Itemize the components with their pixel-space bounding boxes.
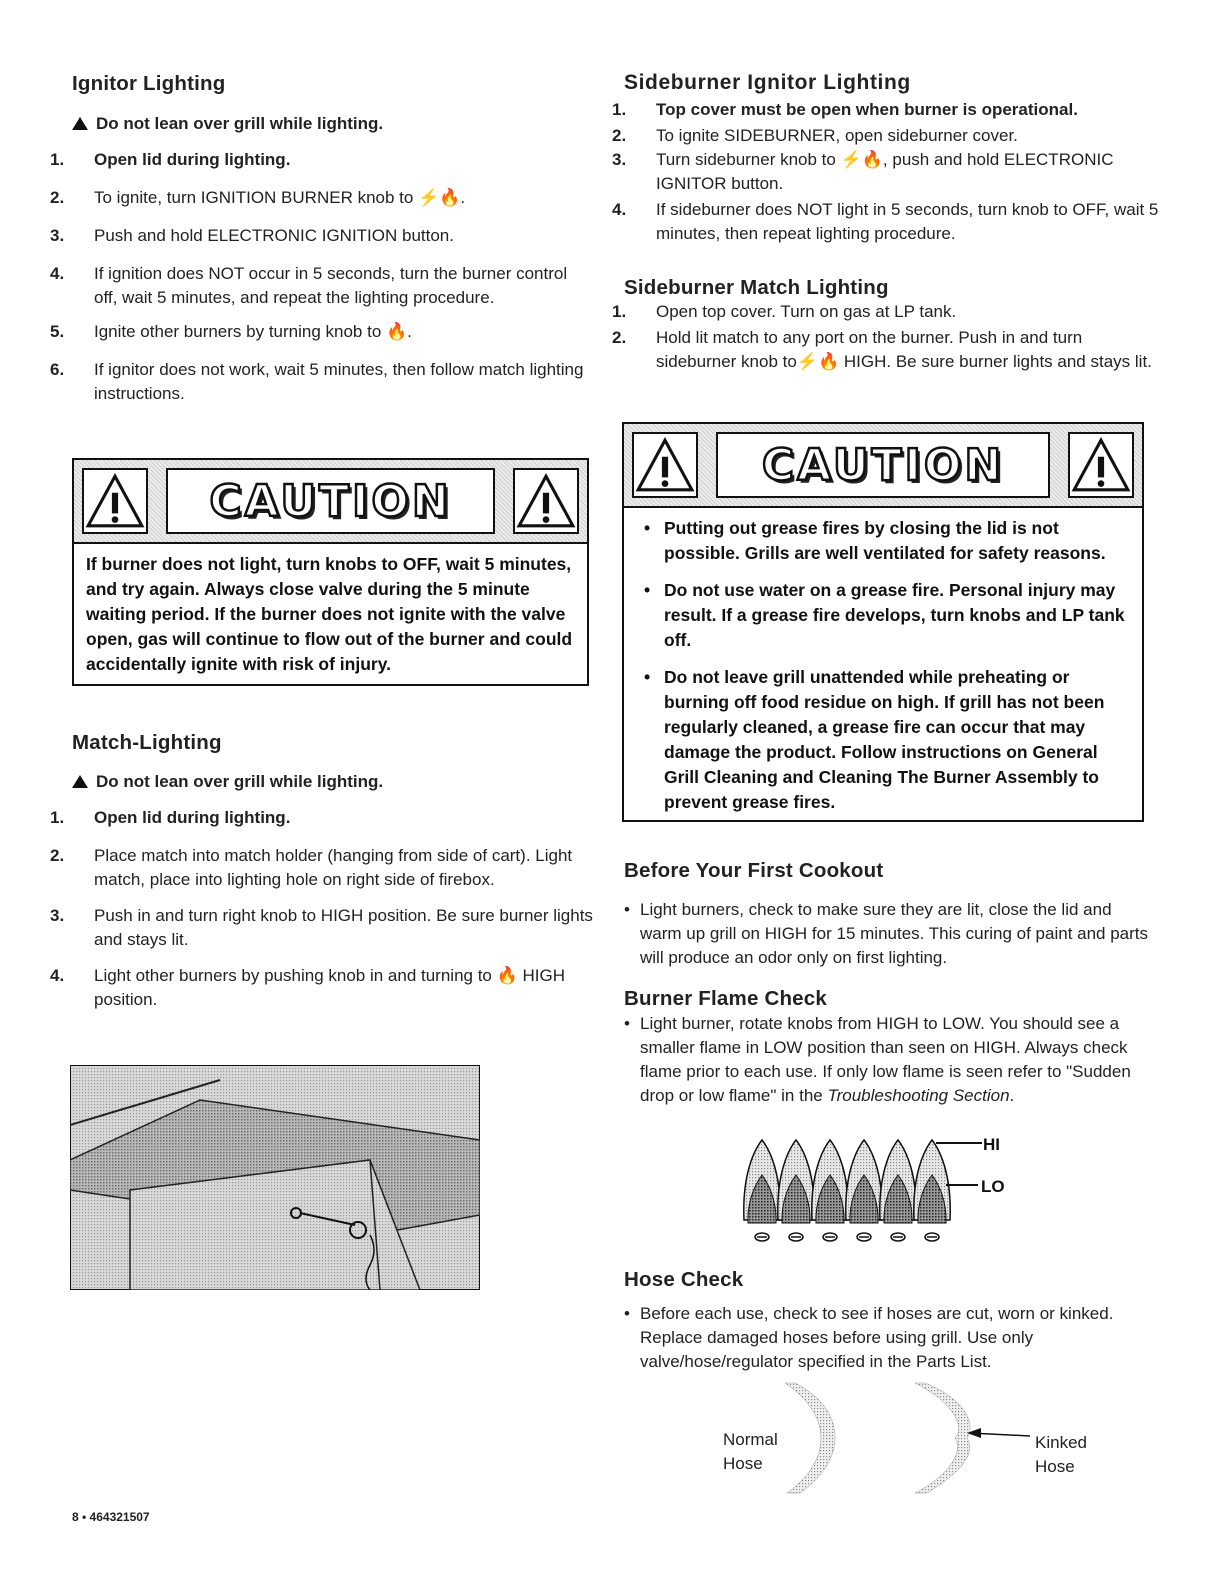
step-item xyxy=(612,326,1166,374)
troubleshooting-ref: Troubleshooting Section xyxy=(827,1086,1010,1105)
flame-check-text: • Light burner, rotate knobs from HIGH to LOW. You should see a smaller flame in LOW position than seen on HIGH. Always check flame prior to each use. If only low flame is seen refer to "Sudden drop or low flame" in the Troubleshooting Section. xyxy=(624,1014,1131,1105)
caution-bullet: • Do not leave grill unattended while preheating or burning off food residue on high. If grill has not been regularly cleaned, a grease fire can occur that may damage the product. Follow instructions on General Grill Cleaning and Cleaning The Burner Assembly to prevent grease fires. xyxy=(636,665,1130,815)
step-text: Turn sideburner knob to ⚡🔥, push and hold ELECTRONIC IGNITOR button. xyxy=(656,150,1114,193)
first-cookout-text: • Light burners, check to make sure they are lit, close the lid and warm up grill on HIGH for 15 minutes. This curing of paint and parts will produce an odor only on first lighting. xyxy=(624,900,1149,967)
caution-triangle-icon-right xyxy=(513,468,579,534)
caution-bullets xyxy=(636,516,1130,815)
hi-label: HI xyxy=(983,1135,1000,1154)
step-item xyxy=(50,148,594,172)
step-item xyxy=(50,320,594,344)
caution-text: If burner does not light, turn knobs to OFF, wait 5 minutes, and try again. Always close valve during the 5 minute waiting period. If the burner does not ignite with the valve open, gas will continue to flow out of the burner and could accidentally ignite with risk of injury. xyxy=(86,554,573,674)
grill-illustration xyxy=(70,1065,480,1290)
step-text: Push and hold ELECTRONIC IGNITION button. xyxy=(94,226,454,245)
flame-check-body: Light burner, rotate knobs from HIGH to LOW. You should see a smaller flame in LOW position than seen on HIGH. Always check flame prior to each use. If only low flame is seen refer to "Sudden drop or low flame" in the xyxy=(640,1014,1131,1105)
step-text: Ignite other burners by turning knob to 🔥. xyxy=(94,322,412,341)
caution-bullets-body xyxy=(624,508,1142,837)
caution-header-band xyxy=(74,460,587,544)
step-item xyxy=(612,148,1166,196)
step-text: To ignite, turn IGNITION BURNER knob to ⚡🔥. xyxy=(94,188,466,207)
caution-triangle-icon-left xyxy=(82,468,148,534)
step-number: 2. xyxy=(612,126,627,145)
hose-check-body: Before each use, check to see if hoses are cut, worn or kinked. Replace damaged hoses before using grill. Use only valve/hose/regulator specified in the Parts List. xyxy=(640,1304,1114,1371)
caution-bullet: • Do not use water on a grease fire. Personal injury may result. If a grease fire develops, turn knobs and LP tank off. xyxy=(636,578,1130,653)
step-text: Top cover must be open when burner is operational. xyxy=(656,100,1078,119)
hose-check-text: • Before each use, check to see if hoses are cut, worn or kinked. Replace damaged hoses before using grill. Use only valve/hose/regulator specified in the Parts List. xyxy=(624,1304,1114,1371)
step-number: 2. xyxy=(50,188,65,207)
step-text: To ignite SIDEBURNER, open sideburner cover. xyxy=(656,126,1018,145)
caution-word: CAUTION xyxy=(209,475,452,527)
step-text: Light other burners by pushing knob in and turning to 🔥 HIGH position. xyxy=(94,966,565,1009)
step-item xyxy=(612,98,1166,122)
step-text: If ignitor does not work, wait 5 minutes, then follow match lighting instructions. xyxy=(94,360,584,403)
step-number: 3. xyxy=(50,226,65,245)
caution-box-right xyxy=(622,422,1144,822)
sideburner-match-title: Sideburner Match Lighting xyxy=(624,276,889,299)
normal-hose-icon xyxy=(785,1383,835,1493)
step-item xyxy=(50,964,604,1012)
step-number: 3. xyxy=(612,150,627,169)
step-number: 2. xyxy=(612,328,627,347)
flame-check-title: Burner Flame Check xyxy=(624,987,827,1010)
step-number: 4. xyxy=(50,966,65,985)
hose-check-title: Hose Check xyxy=(624,1268,744,1291)
match-lighting-title: Match-Lighting xyxy=(72,731,222,754)
step-text: Hold lit match to any port on the burner. Push in and turn sideburner knob to⚡🔥 HIGH. Be sure burner lights and stays lit. xyxy=(656,328,1152,371)
step-text: Open lid during lighting. xyxy=(94,808,291,827)
step-number: 4. xyxy=(612,200,627,219)
step-number: 6. xyxy=(50,360,65,379)
step-item xyxy=(50,186,594,210)
match-warning xyxy=(72,770,383,794)
step-text: Open top cover. Turn on gas at LP tank. xyxy=(656,302,957,321)
step-number: 1. xyxy=(50,150,65,169)
step-text: Place match into match holder (hanging from side of cart). Light match, place into lighting hole on right side of firebox. xyxy=(94,846,573,889)
step-text: If sideburner does NOT light in 5 seconds, turn knob to OFF, wait 5 minutes, then repeat lighting procedure. xyxy=(656,200,1159,243)
step-number: 3. xyxy=(50,906,65,925)
step-item xyxy=(50,262,594,310)
step-item xyxy=(612,198,1166,246)
first-cookout-title: Before Your First Cookout xyxy=(624,859,884,882)
step-text: Push in and turn right knob to HIGH position. Be sure burner lights and stays lit. xyxy=(94,906,593,949)
step-number: 5. xyxy=(50,322,65,341)
step-item xyxy=(612,124,1166,148)
caution-word-box xyxy=(166,468,495,534)
step-item xyxy=(50,904,604,952)
step-item xyxy=(50,224,594,248)
hose-diagram xyxy=(715,1378,1095,1498)
lo-label: LO xyxy=(981,1177,1005,1196)
step-number: 1. xyxy=(612,100,627,119)
normal-label-2: Hose xyxy=(723,1454,763,1473)
normal-label-1: Normal xyxy=(723,1430,778,1449)
step-item xyxy=(50,358,594,406)
flame-check-end: . xyxy=(1009,1086,1015,1105)
ignitor-lighting-title: Ignitor Lighting xyxy=(72,72,226,95)
step-item xyxy=(50,806,604,830)
first-cookout-body: Light burners, check to make sure they are lit, close the lid and warm up grill on HIGH for 15 minutes. This curing of paint and parts will produce an odor only on first lighting. xyxy=(640,900,1149,967)
caution-header-band xyxy=(624,424,1142,508)
sideburner-ignitor-title: Sideburner Ignitor Lighting xyxy=(624,71,911,94)
match-warning-text: Do not lean over grill while lighting. xyxy=(96,772,384,791)
caution-box-left xyxy=(72,458,589,686)
step-item xyxy=(50,844,604,892)
step-number: 2. xyxy=(50,846,65,865)
flame-diagram xyxy=(740,1135,1020,1255)
warning-triangle-icon xyxy=(72,117,88,130)
caution-word-box xyxy=(716,432,1050,498)
step-text: If ignition does NOT occur in 5 seconds, turn the burner control off, wait 5 minutes, and repeat the lighting procedure. xyxy=(94,264,568,307)
caution-word: CAUTION xyxy=(761,439,1005,491)
warning-triangle-icon xyxy=(72,775,88,788)
caution-bullet: • Putting out grease fires by closing the lid is not possible. Grills are well ventilated for safety reasons. xyxy=(636,516,1130,566)
page-number: 8 • 464321507 xyxy=(72,1510,150,1524)
step-item xyxy=(612,300,1166,324)
caution-triangle-icon-right xyxy=(1068,432,1134,498)
kinked-label-2: Hose xyxy=(1035,1457,1075,1476)
step-text: Open lid during lighting. xyxy=(94,150,291,169)
ignitor-warning-text: Do not lean over grill while lighting. xyxy=(96,114,384,133)
step-number: 1. xyxy=(612,302,627,321)
step-number: 4. xyxy=(50,264,65,283)
step-number: 1. xyxy=(50,808,65,827)
kinked-hose-icon xyxy=(915,1383,970,1493)
kinked-label-1: Kinked xyxy=(1035,1433,1087,1452)
ignitor-warning xyxy=(72,112,383,136)
caution-triangle-icon-left xyxy=(632,432,698,498)
